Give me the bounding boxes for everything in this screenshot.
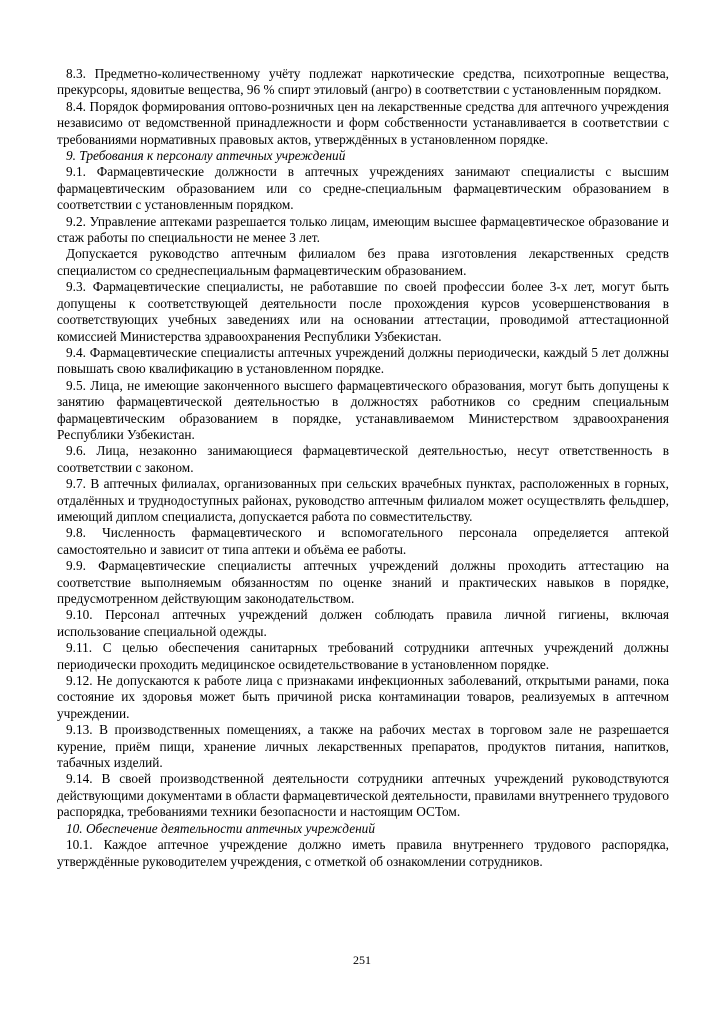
para-9-13: 9.13. В производственных помещениях, а также на рабочих местах в торговом зале не разрешается курение, приём пищи, хранение личных лекарственных препаратов, продуктов питания, напитков, табачных изделий. <box>57 722 669 771</box>
para-8-4: 8.4. Порядок формирования оптово-розничных цен на лекарственные средства для аптечного учреждения независимо от ведомственной принадлежности и форм собственности устанавливается в соответствии с требованиями нормативных правовых актов, утверждённых в установленном порядке. <box>57 98 669 147</box>
para-9-8: 9.8. Численность фармацевтического и вспомогательного персонала определяется аптекой самостоятельно и зависит от типа аптеки и объёма ее работы. <box>57 525 669 557</box>
section-9-heading: 9. Требования к персоналу аптечных учреждений <box>66 148 346 164</box>
para-9-1: 9.1. Фармацевтические должности в аптечных учреждениях занимают специалисты с высшим фармацевтическим образованием или со средне-специальным фармацевтическим образованием в соответствии с установленным порядком. <box>57 164 669 213</box>
para-9-5: 9.5. Лица, не имеющие законченного высшего фармацевтического образования, могут быть допущены к занятию фармацевтической деятельностью в должностях работников со средним специальным фармацевтическим образованием в порядке, устанавливаемом Министерством здравоохранения Республики Узбекистан. <box>57 377 669 442</box>
para-8-3: 8.3. Предметно-количественному учёту подлежат наркотические средства, психотропные вещества, прекурсоры, ядовитые вещества, 96 % спирт этиловый (ангро) в соответствии с установленным порядком. <box>57 66 669 98</box>
para-9-11: 9.11. С целью обеспечения санитарных требований сотрудники аптечных учреждений должны периодически проходить медицинское освидетельствование в установленном порядке. <box>57 640 669 672</box>
para-9-14: 9.14. В своей производственной деятельности сотрудники аптечных учреждений руководствуются действующими документами в области фармацевтической деятельности, правилами внутреннего трудового распорядка, требованиями техники безопасности и настоящим ОСТом. <box>57 771 669 820</box>
para-9-2-branch: Допускается руководство аптечным филиалом без права изготовления лекарственных средств специалистом со среднеспециальным фармацевтическим образованием. <box>57 246 669 278</box>
para-9-10: 9.10. Персонал аптечных учреждений должен соблюдать правила личной гигиены, включая использование специальной одежды. <box>57 607 669 639</box>
page-number: 251 <box>353 953 371 967</box>
para-10-1: 10.1. Каждое аптечное учреждение должно иметь правила внутреннего трудового распорядка, утверждённые руководителем учреждения, с отметкой об ознакомлении сотрудников. <box>57 837 669 869</box>
para-9-2: 9.2. Управление аптеками разрешается только лицам, имеющим высшее фармацевтическое образование и стаж работы по специальности не менее 3 лет. <box>57 213 669 246</box>
section-10-heading: 10. Обеспечение деятельности аптечных учреждений <box>66 820 375 836</box>
para-9-6: 9.6. Лица, незаконно занимающиеся фармацевтической деятельностью, несут ответственность в соответствии с законом. <box>57 443 669 475</box>
para-9-12: 9.12. Не допускаются к работе лица с признаками инфекционных заболеваний, открытыми ранами, пока состояние их здоровья может быть причиной риска контаминации товаров, реализуемых в аптечном учреждении. <box>57 673 669 721</box>
document-body <box>57 66 669 870</box>
para-9-7: 9.7. В аптечных филиалах, организованных при сельских врачебных пунктах, расположенных в горных, отдалённых и труднодоступных районах, руководство аптечным филиалом может осуществлять фельдшер, имеющий диплом специалиста, допускается работа по совместительству. <box>57 476 669 524</box>
para-9-9: 9.9. Фармацевтические специалисты аптечных учреждений должны проходить аттестацию на соответствие выполняемым обязанностям по оценке знаний и практических навыков в порядке, предусмотренном действующим законодательством. <box>57 558 669 606</box>
para-9-4: 9.4. Фармацевтические специалисты аптечных учреждений должны периодически, каждый 5 лет должны повышать свою квалификацию в установленном порядке. <box>57 344 669 377</box>
para-9-3: 9.3. Фармацевтические специалисты, не работавшие по своей профессии более 3-х лет, могут быть допущены к соответствующей деятельности после прохождения курсов усовершенствования в соответствующих учебных заведениях или на основании аттестации, проводимой аттестационной комиссией Министерства здравоохранения Республики Узбекистан. <box>57 279 669 344</box>
